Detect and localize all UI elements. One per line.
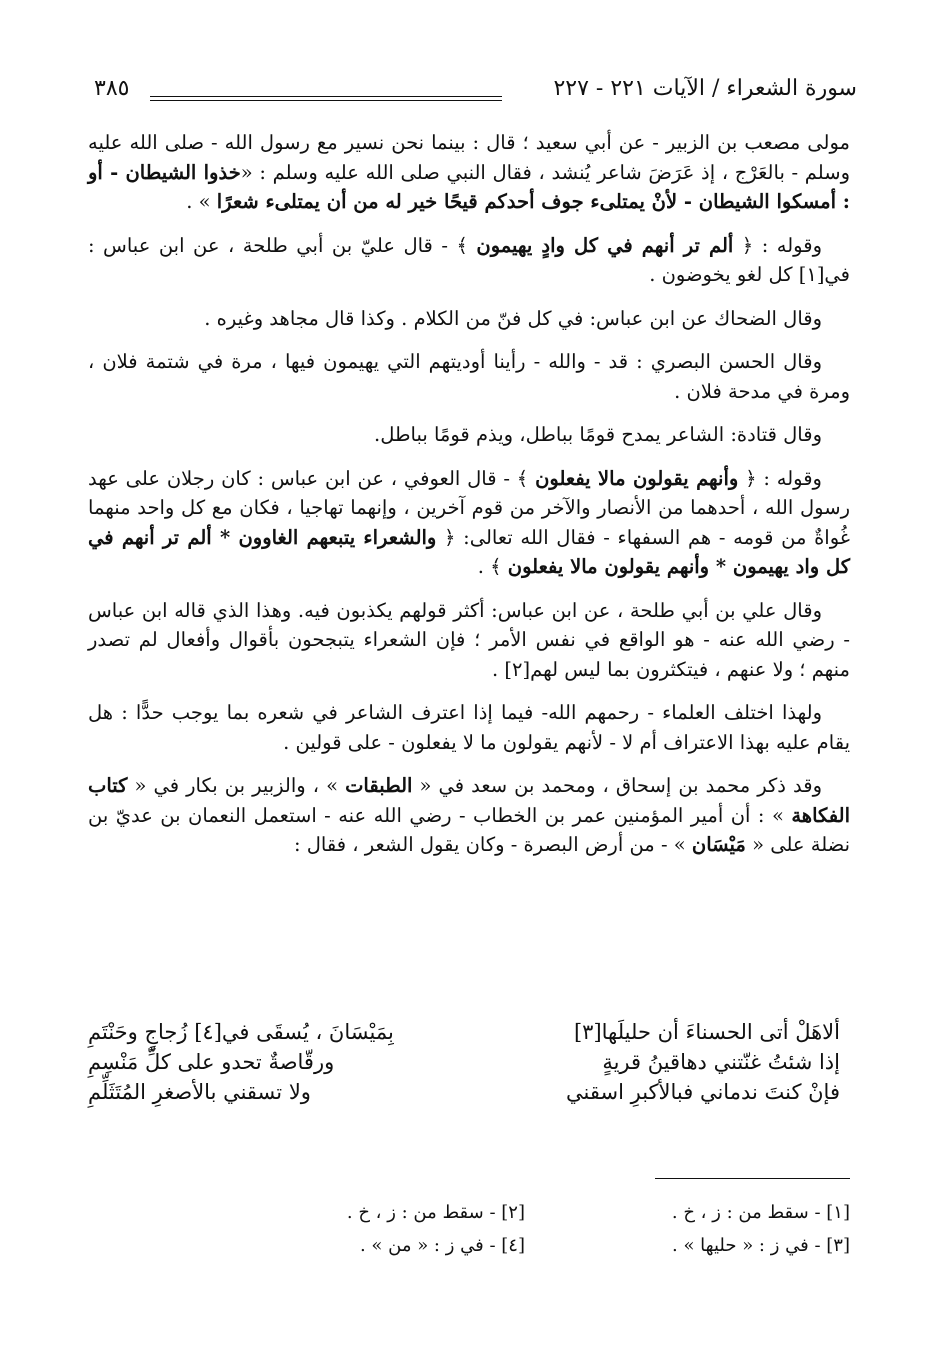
paragraph-2 [88, 231, 850, 290]
quran-verse: وأنهم يقولون مالا يفعلون [535, 466, 739, 490]
hemistich-first: ألاهَلْ أتى الحسناءَ أن حليلَها[٣] [573, 1020, 840, 1044]
footnote-row [200, 1229, 850, 1262]
header-rule [150, 96, 502, 97]
paragraph-3: وقال الضحاك عن ابن عباس: في كل فنّ من الكلام . وكذا قال مجاهد وغيره . [204, 306, 822, 330]
text-run: » . [186, 190, 217, 213]
quran-verse: ألم تر أنهم في كل وادٍ يهيمون [476, 233, 734, 257]
poem-line [88, 1047, 840, 1077]
paragraph-6 [88, 464, 850, 582]
header-rule-thin [150, 100, 502, 101]
text-run: » - من أرض البصرة - وكان يقول الشعر ، فقال : [293, 833, 692, 856]
poem-line [88, 1077, 840, 1107]
running-header-title: سورة الشعراء / الآيات ٢٢١ - ٢٢٧ [553, 76, 857, 101]
hemistich-second: بِمَيْسَانَ ، يُسقَى في[٤] زُجاجٍ وحَنْتَمِ [88, 1020, 394, 1044]
place-name: مَيْسَان [691, 833, 746, 856]
text-run: ﴾ - قال عليّ بن أبي طلحة ، عن ابن عباس : في[١] كل لغو يخوضون . [88, 233, 850, 286]
footnote-4: [٤] - في ز : « من » . [359, 1235, 525, 1256]
text-run: وقد ذكر محمد بن إسحاق ، ومحمد بن سعد في « [412, 774, 822, 797]
footnotes [200, 1196, 850, 1262]
paragraph-8: ولهذا اختلف العلماء - رحمهم الله- فيما إذا اعترف الشاعر في شعره بما يوجب حدًّا : هل يقام عليه بهذا الاعتراف أم لا - لأنهم يقولون ما لا يفعلون - على قولين . [88, 701, 850, 754]
text-run: مولى مصعب بن الزبير - عن أبي سعيد ؛ قال : بينما نحن نسير مع رسول الله - صلى الله عليه وسلم - بالعَرْج ، إذ عَرَضَ شاعر يُنشد ، فقال النبي صلى الله عليه وسلم : « [88, 131, 850, 184]
footnote-separator [655, 1178, 850, 1179]
hemistich-first: إذا شئتُ غنّتني دهاقينُ قريةٍ [602, 1050, 840, 1074]
hemistich-second: ولا تسقني بالأصغرِ المُتَثَلِّمِ [88, 1080, 311, 1104]
paragraph-5: وقال قتادة: الشاعر يمدح قومًا بباطل، ويذم قومًا بباطل. [374, 423, 822, 446]
book-title: كتاب الفكاهة [88, 774, 850, 827]
paragraph-1 [88, 128, 850, 217]
text-run: وقوله : ﴿ [738, 466, 822, 490]
hemistich-first: فإنْ كنتَ ندماني فبالأكبرِ اسقني [566, 1080, 840, 1104]
text-run: ﴾ - قال العوفي ، عن ابن عباس : كان رجلان على عهد رسول الله ، أحدهما من الأنصار والآخر من قوم آخرين ، وإنهما تهاجيا ، فكان مع كل واحد منهما غُواةٌ من قومه - هم السفهاء - فقال الله تعالى: ﴿ [88, 466, 850, 549]
footnote-row [200, 1196, 850, 1229]
book-title: الطبقات [345, 774, 413, 797]
page-number: ٣٨٥ [94, 76, 130, 101]
quran-verse: والشعراء يتبعهم الغاوون * ألم تر أنهم في كل واد يهيمون * وأنهم يقولون مالا يفعلون [88, 525, 850, 578]
text-run: » : أن أمير المؤمنين عمر بن الخطاب - رضي الله عنه - استعمل النعمان بن عديّ بن نضلة على « [88, 803, 850, 856]
paragraph-9 [88, 771, 850, 860]
footnote-3: [٣] - في ز : « حليها » . [672, 1235, 850, 1256]
text-run: » ، والزبير بن بكار في « [127, 774, 346, 797]
hadith-quote: خذوا الشيطان - أو : أمسكوا الشيطان - لأنْ يمتلىء جوف أحدكم قيحًا خير له من أن يمتلىء شعرًا [88, 160, 850, 213]
paragraph-7: وقال علي بن أبي طلحة ، عن ابن عباس: أكثر قولهم يكذبون فيه. وهذا الذي قاله ابن عباس - رضي الله عنه - هو الواقع في نفس الأمر ؛ فإن الشعراء يتبجحون بأقوال وأفعال لم تصدر منهم ؛ ولا عنهم ، فيتكثرون بما ليس لهم[٢] . [88, 598, 850, 681]
poem-line [88, 1017, 840, 1047]
main-text [88, 128, 850, 874]
footnote-2: [٢] - سقط من : ز ، خ . [346, 1202, 525, 1223]
hemistich-second: ورقّاصةٌ تحدو على كلِّ مَنْسِمِ [88, 1050, 335, 1074]
text-run: وقوله : ﴿ [733, 233, 822, 257]
poem [88, 1017, 840, 1107]
text-run: ﴾ . [477, 555, 508, 578]
footnote-1: [١] - سقط من : ز ، خ . [671, 1202, 850, 1223]
paragraph-4: وقال الحسن البصري : قد - والله - رأينا أوديتهم التي يهيمون فيها ، مرة في شتمة فلان ، ومرة في مدحة فلان . [88, 350, 850, 403]
